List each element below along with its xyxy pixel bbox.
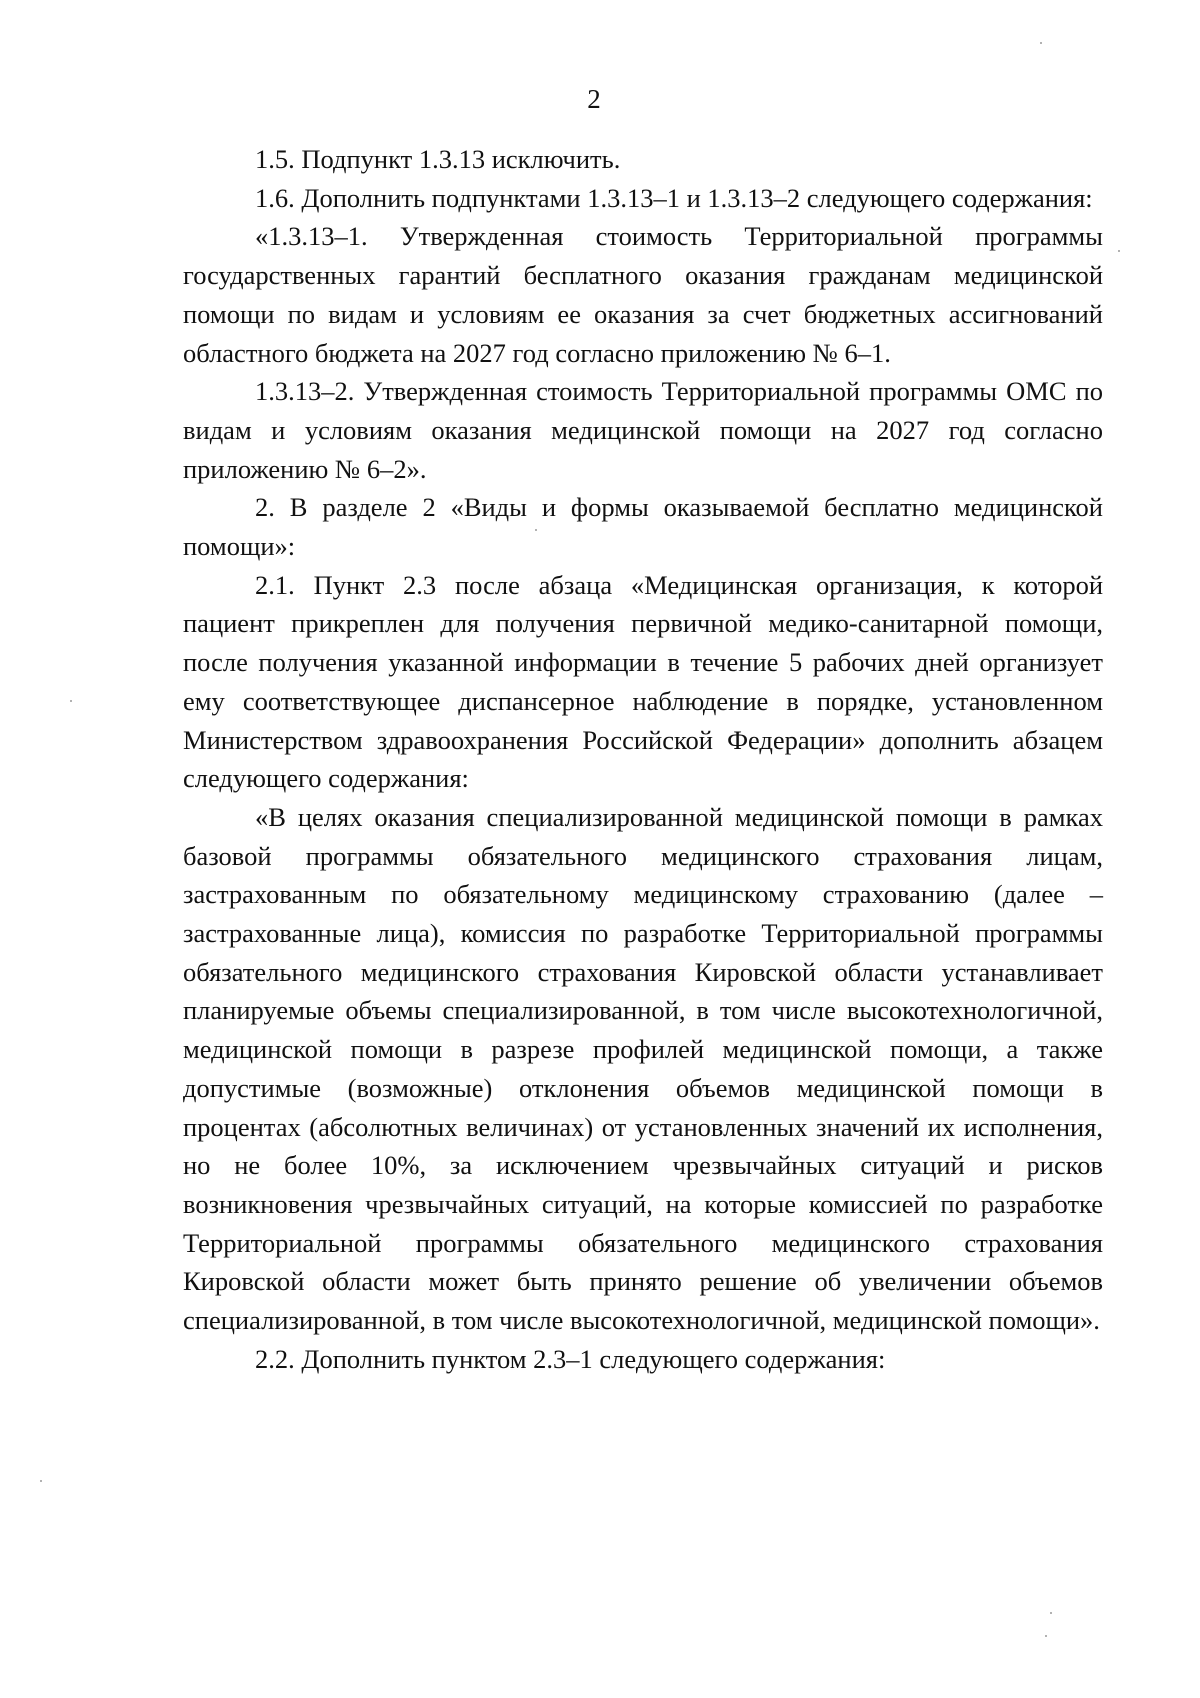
paragraph-1-5: 1.5. Подпункт 1.3.13 исключить. <box>255 144 621 174</box>
scan-speck <box>1118 250 1120 252</box>
paragraph-1-6: 1.6. Дополнить подпунктами 1.3.13–1 и 1.3.13–2 следующего содержания: <box>255 182 1093 213</box>
paragraph-1-3-13-1: «1.3.13–1. Утвержденная стоимость Территориальной программы государственных гарантий бесплатного оказания гражданам медицинской помощи по видам и условиям ее оказания за счет бюджетных ассигнований областного бюджета на 2027 год согласно приложению № 6–1. <box>183 221 1103 368</box>
paragraph-2-2: 2.2. Дополнить пунктом 2.3–1 следующего содержания: <box>255 1343 886 1374</box>
paragraph-1-3-13-2: 1.3.13–2. Утвержденная стоимость Территориальной программы ОМС по видам и условиям оказания медицинской помощи на 2027 год согласно приложению № 6–2». <box>183 376 1103 484</box>
paragraph-2-1: 2.1. Пункт 2.3 после абзаца «Медицинская организация, к которой пациент прикреплен для получения первичной медико-санитарной помощи, после получения указанной информации в течение 5 рабочих дней организует ему соответствующее диспансерное наблюдение в порядке, установленном Министерством здравоохранения Российской Федерации» дополнить абзацем следующего содержания: <box>183 569 1103 794</box>
paragraph-2-1-quote: «В целях оказания специализированной медицинской помощи в рамках базовой программы обязательного медицинского страхования лицам, застрахованным по обязательному медицинскому страхованию (далее – застрахованные лица), комиссия по разработке Территориальной программы обязательного медицинского страхования Кировской области устанавливает планируемые объемы специализированной, в том числе высокотехнологичной, медицинской помощи в разрезе профилей медицинской помощи, а также допустимые (возможные) отклонения объемов медицинской помощи в процентах (абсолютных величинах) от установленных значений их исполнения, но не более 10%, за исключением чрезвычайных ситуаций и рисков возникновения чрезвычайных ситуаций, на которые комиссией по разработке Территориальной программы обязательного медицинского страхования Кировской области может быть принято решение об увеличении объемов специализированной, в том числе высокотехнологичной, медицинской помощи». <box>183 801 1103 1336</box>
scan-speck <box>40 1480 42 1482</box>
scan-speck <box>535 529 537 531</box>
page-number: 2 <box>587 84 601 114</box>
document-body <box>183 140 1103 1379</box>
scan-speck <box>1045 1635 1047 1637</box>
scan-speck <box>1040 42 1042 44</box>
scan-speck <box>70 700 72 702</box>
scan-speck <box>1050 1612 1052 1614</box>
paragraph-2: 2. В разделе 2 «Виды и формы оказываемой бесплатно медицинской помощи»: <box>183 492 1103 562</box>
